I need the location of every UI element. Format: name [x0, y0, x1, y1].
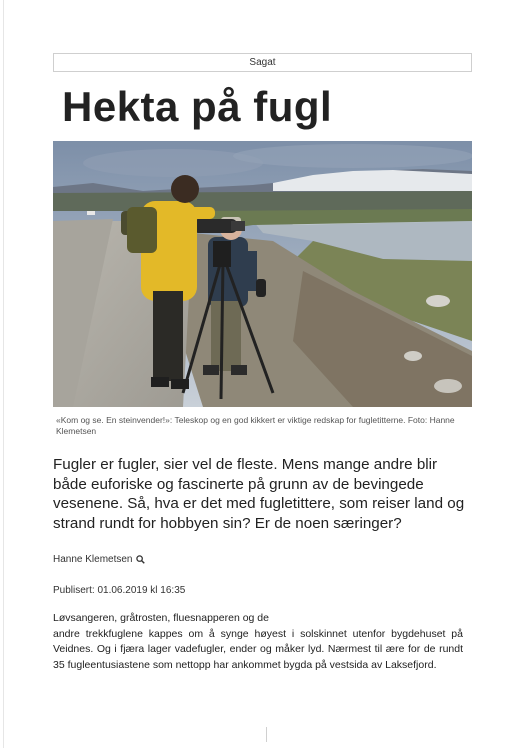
byline[interactable] — [53, 554, 145, 565]
published-timestamp: Publisert: 01.06.2019 kl 16:35 — [53, 585, 186, 596]
author-name[interactable]: Hanne Klemetsen — [53, 554, 133, 565]
page-divider — [266, 727, 267, 742]
section-label[interactable]: Sagat — [53, 53, 472, 72]
body-paragraph: andre trekkfuglene kappes om å synge høyest i solskinnet utenfor bygdehuset på Veidnes. Og i fjæra lager vadefugler, ender og måker lyd. Nærmest til ære for de rundt 35 fugleentusiastene som nettopp har ankommet bygda på vestsida av Laksefjord. — [53, 627, 463, 671]
article-lead: Fugler er fugler, sier vel de fleste. Mens mange andre blir både euforiske og fascinerte på grunn av de bevingede vesenene. Så, hva er det med fugletittere, som reiser land og strand rundt for hobbyen sin? Er de noen særinger? — [53, 456, 465, 532]
article-photo — [53, 141, 472, 407]
page-edge — [3, 0, 4, 748]
photo-caption: «Kom og se. En steinvender!»: Teleskop og en god kikkert er viktige redskap for fugletitterne. Foto: Hanne Klemetsen — [56, 415, 455, 436]
search-icon[interactable] — [136, 555, 145, 564]
body-paragraph-line: Løvsangeren, gråtrosten, fluesnapperen og de — [53, 612, 269, 624]
article-headline: Hekta på fugl — [62, 83, 333, 130]
article-body — [53, 611, 463, 673]
